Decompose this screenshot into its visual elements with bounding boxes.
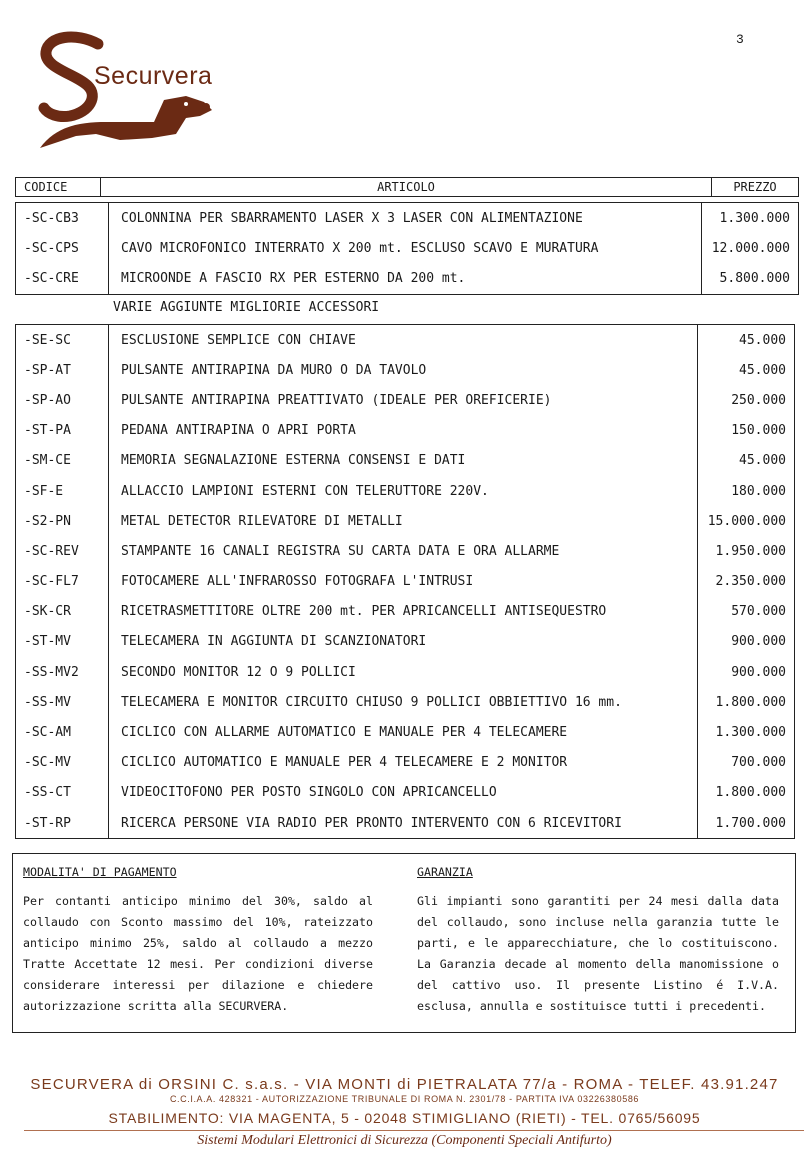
table-row	[16, 567, 795, 597]
item-code: -ST-PA	[16, 416, 109, 446]
item-description: MEMORIA SEGNALAZIONE ESTERNA CONSENSI E DATI	[109, 446, 698, 476]
item-code: -SK-CR	[16, 597, 109, 627]
table-row	[16, 446, 795, 476]
item-price: 1.800.000	[715, 694, 786, 710]
table-row	[16, 597, 795, 627]
item-price: 1.700.000	[715, 815, 786, 831]
payment-text: Per contanti anticipo minimo del 30%, saldo al collaudo con Sconto massimo del 10%, rateizzato anticipo minimo 25%, saldo al collaudo a mezzo Tratte Accettate 12 mesi. Per condizioni diverse considerare interessi per dilazione e chiedere autorizzazione scritta alla SECURVERA.	[23, 894, 373, 1013]
item-code: -SE-SC	[16, 325, 109, 356]
table-row	[16, 536, 795, 566]
item-description: COLONNINA PER SBARRAMENTO LASER X 3 LASER CON ALIMENTAZIONE	[109, 203, 702, 234]
item-description: SECONDO MONITOR 12 O 9 POLLICI	[109, 657, 698, 687]
table-row	[16, 506, 795, 536]
table-row	[16, 748, 795, 778]
terms-box	[12, 853, 796, 1033]
item-description: CICLICO CON ALLARME AUTOMATICO E MANUALE PER 4 TELECAMERE	[109, 717, 698, 747]
item-code: -SC-CPS	[16, 233, 109, 263]
table-row	[16, 627, 795, 657]
item-code: -SF-E	[16, 476, 109, 506]
table-row	[16, 808, 795, 839]
table-row	[16, 325, 795, 356]
footer-company-address: SECURVERA di ORSINI C. s.a.s. - VIA MONTI di PIETRALATA 77/a - ROMA - TELEF. 43.91.247	[30, 1076, 779, 1093]
item-description: PULSANTE ANTIRAPINA PREATTIVATO (IDEALE PER OREFICERIE)	[109, 385, 698, 415]
table-row	[16, 778, 795, 808]
table-row	[16, 263, 799, 294]
item-code: -SC-FL7	[16, 567, 109, 597]
item-code: -SP-AO	[16, 385, 109, 415]
item-description: TELECAMERA IN AGGIUNTA DI SCANZIONATORI	[109, 627, 698, 657]
price-table-top	[15, 202, 799, 295]
page-number: 3	[736, 32, 744, 47]
footer-tagline: Sistemi Modulari Elettronici di Sicurezza (Componenti Speciali Antifurto)	[197, 1133, 612, 1148]
footer-divider	[24, 1130, 804, 1131]
item-price: 15.000.000	[707, 513, 786, 529]
item-description: PEDANA ANTIRAPINA O APRI PORTA	[109, 416, 698, 446]
item-price: 45.000	[739, 453, 786, 469]
item-code: -SS-CT	[16, 778, 109, 808]
item-code: -SM-CE	[16, 446, 109, 476]
item-code: -SC-CB3	[16, 203, 109, 234]
item-description: TELECAMERA E MONITOR CIRCUITO CHIUSO 9 POLLICI OBBIETTIVO 16 mm.	[109, 687, 698, 717]
table-row	[16, 657, 795, 687]
item-code: -SS-MV	[16, 687, 109, 717]
warranty-terms	[417, 862, 779, 1017]
item-code: -SS-MV2	[16, 657, 109, 687]
item-code: -SC-AM	[16, 717, 109, 747]
header-article: ARTICOLO	[101, 178, 712, 197]
item-description: ALLACCIO LAMPIONI ESTERNI CON TELERUTTORE 220V.	[109, 476, 698, 506]
item-price: 900.000	[731, 664, 786, 680]
table-row	[16, 687, 795, 717]
item-price: 1.300.000	[715, 725, 786, 741]
footer-plant-address: STABILIMENTO: VIA MAGENTA, 5 - 02048 STIMIGLIANO (RIETI) - TEL. 0765/56095	[108, 1110, 701, 1126]
payment-heading: MODALITA' DI PAGAMENTO	[23, 865, 177, 879]
item-description: FOTOCAMERE ALL'INFRAROSSO FOTOGRAFA L'INTRUSI	[109, 567, 698, 597]
payment-terms	[23, 862, 373, 1017]
warranty-heading: GARANZIA	[417, 865, 473, 879]
warranty-text: Gli impianti sono garantiti per 24 mesi dalla data del collaudo, sono incluse nella garanzia tutte le parti, e le apparecchiature, che lo costituiscono. La Garanzia decade al momento della manomissione o del cattivo uso. Il presente Listino é I.V.A. esclusa, annulla e sostituisce tutti i precedenti.	[417, 894, 779, 1013]
item-code: -ST-MV	[16, 627, 109, 657]
logo-wordmark: Securvera	[94, 62, 213, 90]
section-label: VARIE AGGIUNTE MIGLIORIE ACCESSORI	[113, 300, 380, 315]
table-row	[16, 385, 795, 415]
item-code: -SP-AT	[16, 355, 109, 385]
item-price: 12.000.000	[711, 240, 790, 256]
table-row	[16, 717, 795, 747]
item-code: -ST-RP	[16, 808, 109, 839]
item-code: -SC-CRE	[16, 263, 109, 294]
item-description: CAVO MICROFONICO INTERRATO X 200 mt. ESCLUSO SCAVO E MURATURA	[109, 233, 702, 263]
table-row	[16, 476, 795, 506]
item-description: METAL DETECTOR RILEVATORE DI METALLI	[109, 506, 698, 536]
item-price: 180.000	[731, 483, 786, 499]
item-code: -S2-PN	[16, 506, 109, 536]
item-price: 250.000	[731, 392, 786, 408]
item-code: -SC-MV	[16, 748, 109, 778]
item-price: 1.800.000	[715, 785, 786, 801]
item-description: RICETRASMETTITORE OLTRE 200 mt. PER APRICANCELLI ANTISEQUESTRO	[109, 597, 698, 627]
item-description: ESCLUSIONE SEMPLICE CON CHIAVE	[109, 325, 698, 356]
item-price: 900.000	[731, 634, 786, 650]
item-price: 45.000	[739, 362, 786, 378]
price-table-accessories	[15, 324, 795, 839]
item-description: MICROONDE A FASCIO RX PER ESTERNO DA 200 mt.	[109, 263, 702, 294]
footer-registration: C.C.I.A.A. 428321 - AUTORIZZAZIONE TRIBUNALE DI ROMA N. 2301/78 - PARTITA IVA 03226380586	[169, 1094, 640, 1104]
table-row	[16, 416, 795, 446]
header-code: CODICE	[16, 178, 101, 197]
table-row	[16, 233, 799, 263]
table-header	[15, 177, 799, 197]
item-price: 150.000	[731, 423, 786, 439]
item-price: 5.800.000	[719, 270, 790, 286]
table-row	[16, 203, 799, 234]
item-description: PULSANTE ANTIRAPINA DA MURO O DA TAVOLO	[109, 355, 698, 385]
table-row	[16, 355, 795, 385]
item-price: 1.950.000	[715, 543, 786, 559]
item-description: RICERCA PERSONE VIA RADIO PER PRONTO INTERVENTO CON 6 RICEVITORI	[109, 808, 698, 839]
item-code: -SC-REV	[16, 536, 109, 566]
item-description: CICLICO AUTOMATICO E MANUALE PER 4 TELECAMERE E 2 MONITOR	[109, 748, 698, 778]
item-price: 45.000	[739, 332, 786, 348]
item-description: VIDEOCITOFONO PER POSTO SINGOLO CON APRICANCELLO	[109, 778, 698, 808]
item-price: 1.300.000	[719, 210, 790, 226]
header-price: PREZZO	[712, 178, 799, 197]
fox-logo-icon	[36, 30, 226, 155]
item-price: 570.000	[731, 604, 786, 620]
item-description: STAMPANTE 16 CANALI REGISTRA SU CARTA DATA E ORA ALLARME	[109, 536, 698, 566]
item-price: 2.350.000	[715, 574, 786, 590]
item-price: 700.000	[731, 755, 786, 771]
company-logo	[36, 30, 226, 155]
